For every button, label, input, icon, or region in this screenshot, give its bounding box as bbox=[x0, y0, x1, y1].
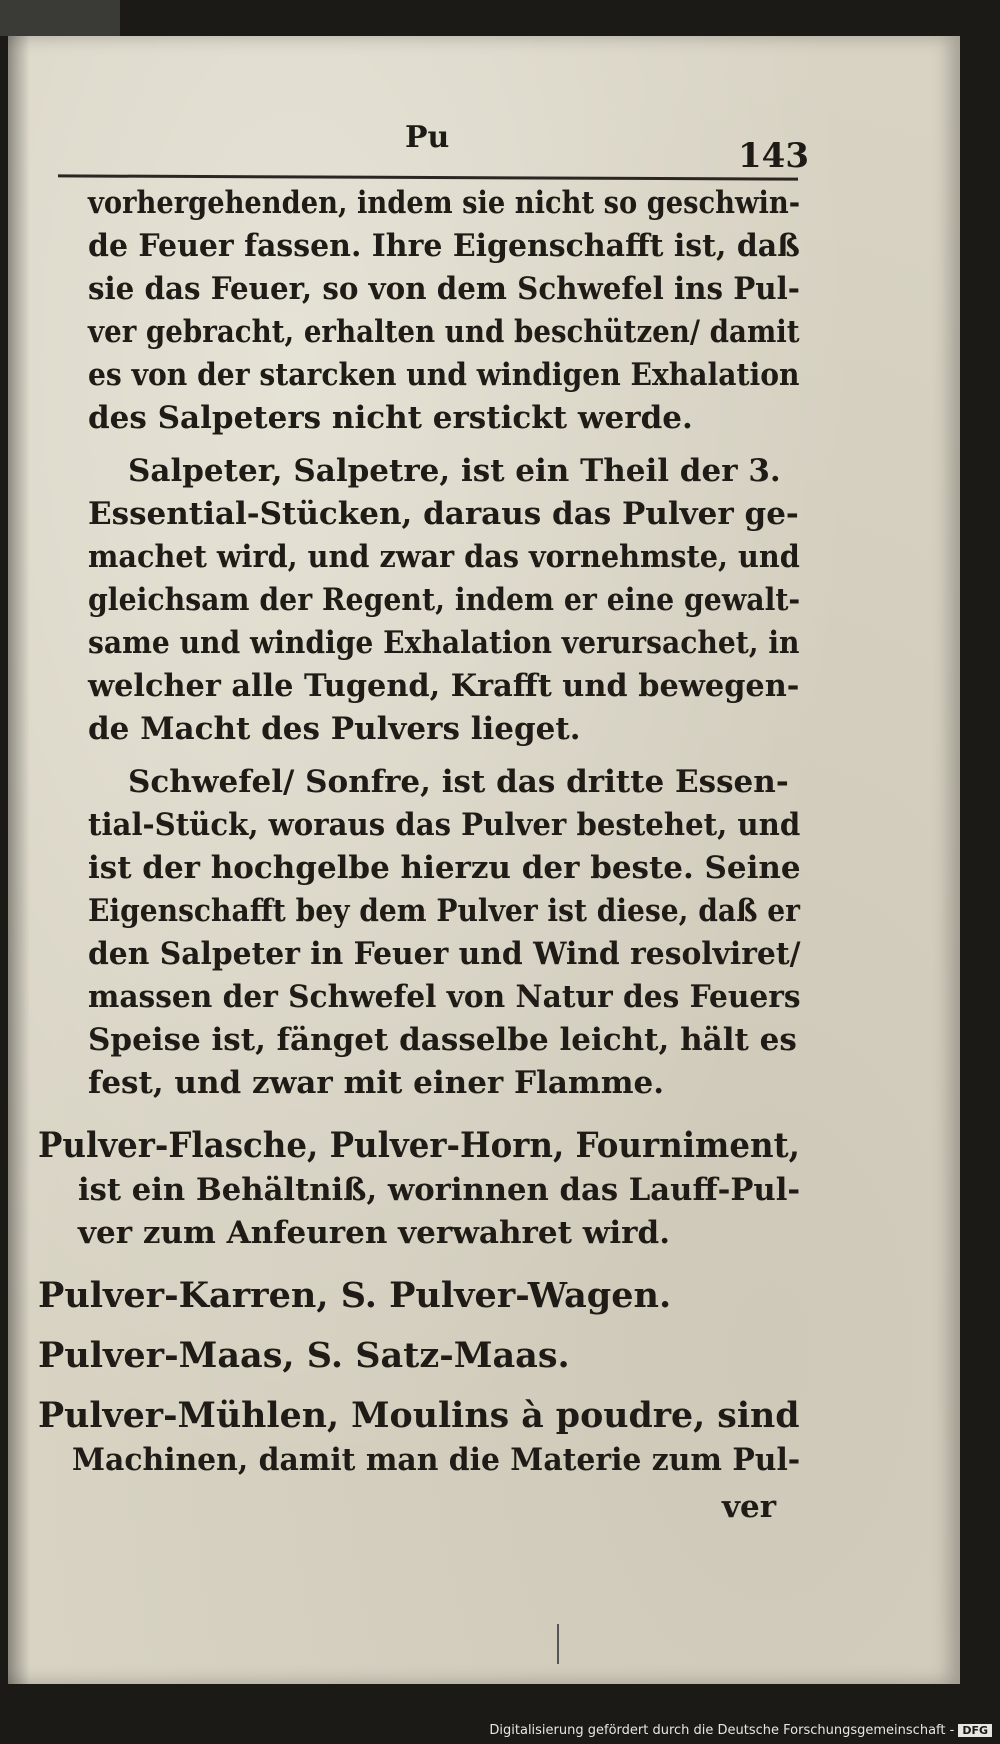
bottom-mark bbox=[557, 1624, 559, 1664]
text-line: de Feuer fassen. Ihre Eigenschafft ist, daß bbox=[88, 228, 800, 264]
entry-headword-line: Pulver-Flasche, Pulver-Horn, Fourniment, bbox=[38, 1125, 800, 1166]
text-line: welcher alle Tugend, Krafft und bewegen- bbox=[88, 668, 800, 704]
text-line: Essential-Stücken, daraus das Pulver ge- bbox=[88, 496, 799, 532]
text-line: es von der starcken und windigen Exhalation bbox=[88, 357, 800, 393]
footer-text: Digitalisierung gefördert durch die Deutsche Forschungsgemeinschaft - bbox=[489, 1723, 955, 1738]
text-line: tial-Stück, woraus das Pulver bestehet, und bbox=[88, 807, 801, 843]
text-line: Machinen, damit man die Materie zum Pul- bbox=[72, 1442, 801, 1478]
entry-headword-line: Pulver-Maas, S. Satz-Maas. bbox=[38, 1335, 570, 1376]
page-number: 143 bbox=[738, 136, 809, 176]
entry-headword-line: Pulver-Karren, S. Pulver-Wagen. bbox=[38, 1275, 672, 1316]
text-line: gleichsam der Regent, indem er eine gewalt- bbox=[88, 582, 801, 618]
text-line: Eigenschafft bey dem Pulver ist diese, daß er bbox=[88, 893, 800, 929]
text-line: des Salpeters nicht erstickt werde. bbox=[88, 400, 693, 436]
text-line: vorhergehenden, indem sie nicht so geschwin- bbox=[88, 185, 801, 221]
text-line: ist ein Behältniß, worinnen das Lauff-Pul- bbox=[78, 1172, 801, 1208]
text-line: Schwefel/ Sonfre, ist das dritte Essen- bbox=[128, 764, 789, 800]
entry-headword-line: Pulver-Mühlen, Moulins à poudre, sind bbox=[38, 1395, 800, 1436]
text-line: ver gebracht, erhalten und beschützen/ damit bbox=[88, 314, 800, 350]
text-line: Salpeter, Salpetre, ist ein Theil der 3. bbox=[128, 453, 781, 489]
text-line: machet wird, und zwar das vornehmste, und bbox=[88, 539, 800, 575]
running-head: Pu bbox=[405, 120, 450, 155]
catchword: ver bbox=[722, 1489, 777, 1525]
text-line: same und windige Exhalation verursachet, in bbox=[88, 625, 800, 661]
text-line: Speise ist, fänget dasselbe leicht, hält es bbox=[88, 1022, 797, 1058]
text-line: de Macht des Pulvers lieget. bbox=[88, 711, 581, 747]
text-line: fest, und zwar mit einer Flamme. bbox=[88, 1065, 665, 1101]
text-line: sie das Feuer, so von dem Schwefel ins Pul- bbox=[88, 271, 800, 307]
text-line: ver zum Anfeuren verwahret wird. bbox=[78, 1215, 670, 1251]
footer-credit bbox=[489, 1723, 992, 1738]
text-line: den Salpeter in Feuer und Wind resolviret/ bbox=[88, 936, 801, 972]
text-line: massen der Schwefel von Natur des Feuers bbox=[88, 979, 801, 1015]
dfg-logo: DFG bbox=[958, 1724, 992, 1737]
text-line: ist der hochgelbe hierzu der beste. Seine bbox=[88, 850, 801, 886]
